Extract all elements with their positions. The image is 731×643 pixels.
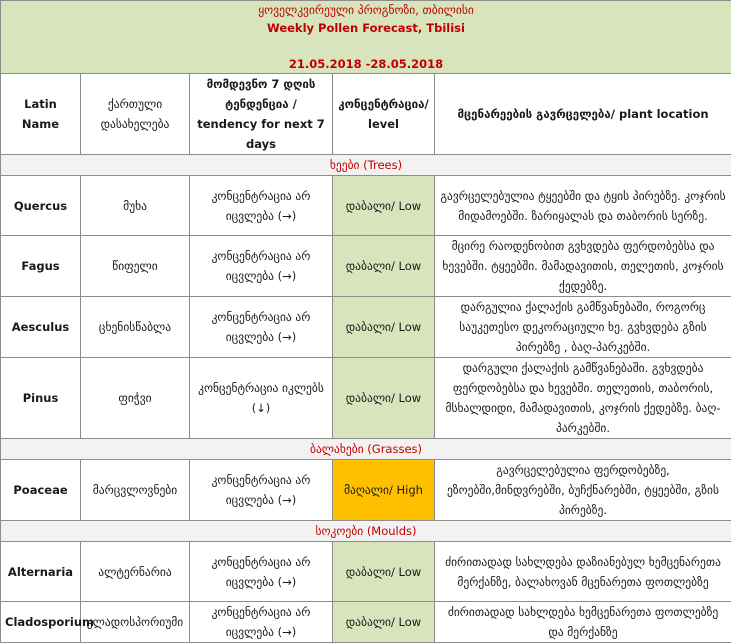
level-badge: დაბალი/ Low [333, 236, 435, 297]
level-badge: დაბალი/ Low [333, 297, 435, 358]
table-row [1, 542, 731, 602]
plant-location: მცირე რაოდენობით გვხვდება ფერდობებსა და ხევებში. ტყეებში. მამადავითის, თელეთის, კოჯრის ქედებზე. [435, 236, 731, 297]
table-row [1, 602, 731, 643]
georgian-name: მუხა [81, 176, 190, 236]
date-range: 21.05.2018 -28.05.2018 [1, 55, 731, 73]
plant-location: დარგულია ქალაქის გამწვანებაში, როგორც საუკეთესო დეკორაციული ხე. გვხვდება გზის პირებზე , ბაღ-პარკებში. [435, 297, 731, 358]
level-badge: დაბალი/ Low [333, 542, 435, 602]
georgian-name: ალტერნარია [81, 542, 190, 602]
georgian-name: კლადოსპორიუმი [81, 602, 190, 643]
col-georgian-header: ქართული დასახელება [81, 74, 190, 155]
plant-location: ძირითადად სახლდება დაზიანებულ ხემცენარეთა მერქანზე, ბალახოვან მცენარეთა ფოთლებზე [435, 542, 731, 602]
latin-name: Fagus [1, 236, 81, 297]
section-grasses [1, 439, 731, 460]
tendency: კონცენტრაცია არ იცვლება (→) [190, 602, 333, 643]
table-row [1, 297, 731, 358]
col-level-header: კონცენტრაცია/ level [333, 74, 435, 155]
col-location-header: მცენარეების გავრცელება/ plant location [435, 74, 731, 155]
title-english: Weekly Pollen Forecast, Tbilisi [1, 19, 731, 37]
title-cell [1, 1, 731, 74]
level-badge: დაბალი/ Low [333, 602, 435, 643]
level-badge: დაბალი/ Low [333, 358, 435, 439]
table-row [1, 176, 731, 236]
title-georgian: ყოველკვირეული პროგნოზი, თბილისი [1, 1, 731, 19]
section-grasses-label: ბალახები (Grasses) [1, 439, 731, 460]
plant-location: ძირითადად სახლდება ხემცენარეთა ფოთლებზე და მერქანზე [435, 602, 731, 643]
georgian-name: ფიჭვი [81, 358, 190, 439]
georgian-name: წიფელი [81, 236, 190, 297]
table-row [1, 236, 731, 297]
tendency: კონცენტრაცია იკლებს (↓) [190, 358, 333, 439]
tendency: კონცენტრაცია არ იცვლება (→) [190, 297, 333, 358]
section-moulds-label: სოკოები (Moulds) [1, 521, 731, 542]
latin-name: Quercus [1, 176, 81, 236]
section-trees [1, 155, 731, 176]
column-header-row [1, 74, 731, 155]
georgian-name: მარცვლოვნები [81, 460, 190, 521]
section-trees-label: ხეები (Trees) [1, 155, 731, 176]
level-badge: მაღალი/ High [333, 460, 435, 521]
tendency: კონცენტრაცია არ იცვლება (→) [190, 236, 333, 297]
plant-location: დარგული ქალაქის გამწვანებაში. გვხვდება ფერდობებსა და ხევებში. თელეთის, თაბორის, მსხალდიდი, მამადავითის, კოჯრის ქედებზე. ბაღ-პარკებში. [435, 358, 731, 439]
plant-location: გავრცელებულია ტყეებში და ტყის პირებზე. კოჯრის მიდამოებში. ზარიყალას და თაბორის სერზე. [435, 176, 731, 236]
level-badge: დაბალი/ Low [333, 176, 435, 236]
latin-name: Aesculus [1, 297, 81, 358]
latin-name: Alternaria [1, 542, 81, 602]
title-row [1, 1, 731, 74]
tendency: კონცენტრაცია არ იცვლება (→) [190, 542, 333, 602]
section-moulds [1, 521, 731, 542]
latin-name: Poaceae [1, 460, 81, 521]
georgian-name: ცხენისწაბლა [81, 297, 190, 358]
latin-name: Cladosporium [1, 602, 81, 643]
table-row [1, 460, 731, 521]
latin-name: Pinus [1, 358, 81, 439]
tendency: კონცენტრაცია არ იცვლება (→) [190, 176, 333, 236]
tendency: კონცენტრაცია არ იცვლება (→) [190, 460, 333, 521]
plant-location: გავრცელებულია ფერდობებზე, ეზოებში,მინდვრებში, ბუჩქნარებში, ტყეებში, გზის პირებზე. [435, 460, 731, 521]
col-tendency-header: მომდევნო 7 დღის ტენდენცია / tendency for next 7 days [190, 74, 333, 155]
col-latin-header: Latin Name [1, 74, 81, 155]
table-row [1, 358, 731, 439]
